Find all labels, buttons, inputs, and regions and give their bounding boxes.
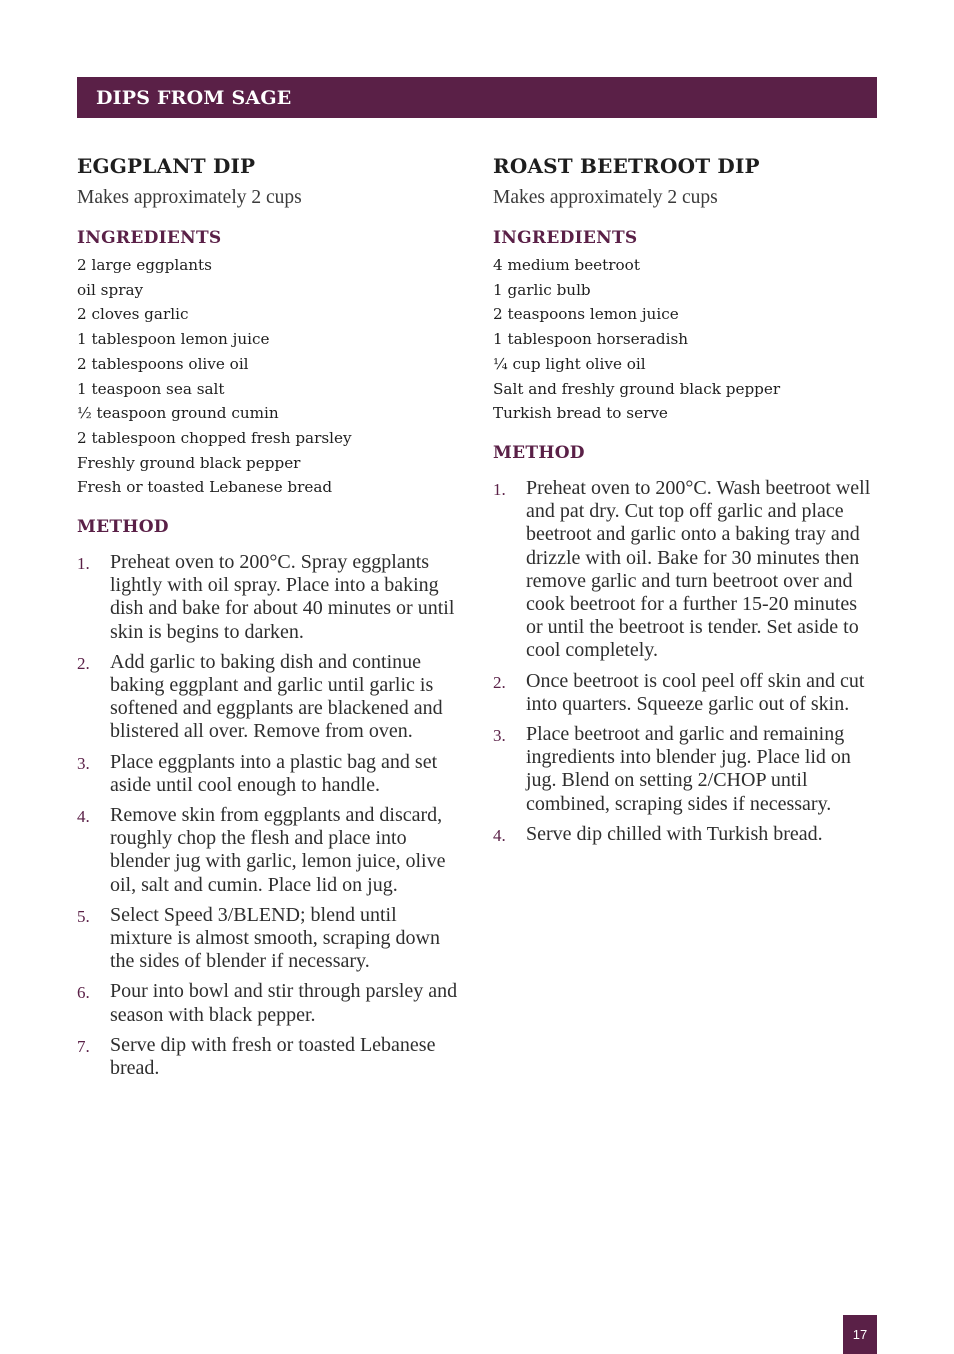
method-step — [77, 551, 461, 644]
ingredient-item: Freshly ground black pepper — [77, 453, 301, 472]
step-text: Serve dip with fresh or toasted Lebanese bread. — [110, 1033, 436, 1080]
ingredient-item: ½ teaspoon ground cumin — [77, 404, 279, 423]
step-number: 6. — [77, 983, 90, 1003]
section-banner — [77, 77, 877, 118]
ingredient-item: Salt and freshly ground black pepper — [493, 379, 781, 398]
step-number: 1. — [493, 479, 506, 499]
method-step — [493, 723, 877, 816]
ingredient-item: 2 tablespoon chopped fresh parsley — [77, 428, 352, 447]
step-text: Place beetroot and garlic and remaining ingredients into blender jug. Place lid on jug. Blend on setting 2/CHOP until combined, scraping sides if necessary. — [526, 722, 851, 815]
ingredient-item: ¼ cup light olive oil — [493, 354, 646, 373]
step-text: Pour into bowl and stir through parsley and season with black pepper. — [110, 980, 458, 1026]
step-number: 2. — [493, 672, 506, 692]
ingredients-heading: INGREDIENTS — [77, 228, 222, 248]
recipe-yield: Makes approximately 2 cups — [77, 187, 302, 208]
ingredient-item: 2 teaspoons lemon juice — [493, 305, 679, 324]
step-text: Once beetroot is cool peel off skin and cut into quarters. Squeeze garlic out of skin. — [526, 669, 865, 715]
ingredient-item: 2 cloves garlic — [77, 305, 189, 324]
step-text: Remove skin from eggplants and discard, roughly chop the flesh and place into blender jug with garlic, lemon juice, olive oil, salt and cumin. Place lid on jug. — [110, 804, 446, 896]
ingredient-item: Fresh or toasted Lebanese bread — [77, 478, 333, 497]
method-step — [493, 670, 877, 716]
ingredient-item: 1 garlic bulb — [493, 280, 591, 299]
ingredient-item: oil spray — [77, 280, 144, 299]
method-step — [77, 1034, 461, 1080]
method-heading: METHOD — [77, 517, 169, 538]
ingredient-item: 2 large eggplants — [77, 256, 212, 274]
method-step — [493, 477, 877, 663]
page-number: 17 — [843, 1315, 877, 1354]
ingredient-item: 1 tablespoon lemon juice — [77, 330, 270, 349]
ingredient-item: 1 tablespoon horseradish — [493, 330, 689, 349]
method-step — [77, 804, 461, 897]
method-list — [493, 477, 877, 846]
ingredient-item: 2 tablespoons olive oil — [77, 354, 249, 373]
recipe-roast-beetroot-dip — [493, 152, 877, 853]
ingredient-item: Turkish bread to serve — [493, 404, 668, 423]
method-step — [77, 651, 461, 744]
ingredient-item: 4 medium beetroot — [493, 256, 640, 274]
method-step — [493, 823, 877, 846]
ingredients-list — [493, 253, 877, 426]
method-step — [77, 980, 461, 1026]
step-text: Place eggplants into a plastic bag and set aside until cool enough to handle. — [110, 750, 438, 796]
ingredient-item: 1 teaspoon sea salt — [77, 379, 225, 398]
method-heading: METHOD — [493, 442, 585, 463]
recipe-title: ROAST BEETROOT DIP — [493, 154, 760, 178]
ingredients-heading: INGREDIENTS — [493, 228, 638, 248]
step-number: 4. — [77, 807, 90, 827]
method-step — [77, 904, 461, 974]
step-number: 3. — [77, 753, 90, 773]
step-text: Preheat oven to 200°C. Spray eggplants lightly with oil spray. Place into a baking dish and bake for about 40 minutes or until skin is begins to darken. — [110, 551, 455, 643]
section-title: DIPS FROM SAGE — [96, 86, 292, 109]
step-number: 7. — [77, 1036, 90, 1056]
ingredients-list — [77, 253, 461, 500]
recipe-eggplant-dip — [77, 152, 461, 1087]
method-list — [77, 551, 461, 1080]
step-number: 3. — [493, 725, 506, 745]
step-number: 5. — [77, 906, 90, 926]
step-text: Select Speed 3/BLEND; blend until mixture is almost smooth, scraping down the sides of blender if necessary. — [110, 903, 440, 973]
step-text: Add garlic to baking dish and continue baking eggplant and garlic until garlic is softened and eggplants are blackened and blistered all over. Remove from oven. — [110, 650, 443, 743]
recipe-yield: Makes approximately 2 cups — [493, 187, 718, 208]
step-text: Serve dip chilled with Turkish bread. — [526, 822, 823, 845]
recipe-title: EGGPLANT DIP — [77, 154, 256, 178]
step-text: Preheat oven to 200°C. Wash beetroot well and pat dry. Cut top off garlic and place beetroot and garlic onto a baking tray and drizzle with oil. Bake for 30 minutes then remove garlic and turn beetroot over and cook beetroot for a further 15-20 minutes or until the beetroot is tender. Set aside to cool completely. — [526, 476, 871, 662]
step-number: 2. — [77, 653, 90, 673]
method-step — [77, 751, 461, 797]
step-number: 4. — [493, 825, 506, 845]
step-number: 1. — [77, 554, 90, 574]
